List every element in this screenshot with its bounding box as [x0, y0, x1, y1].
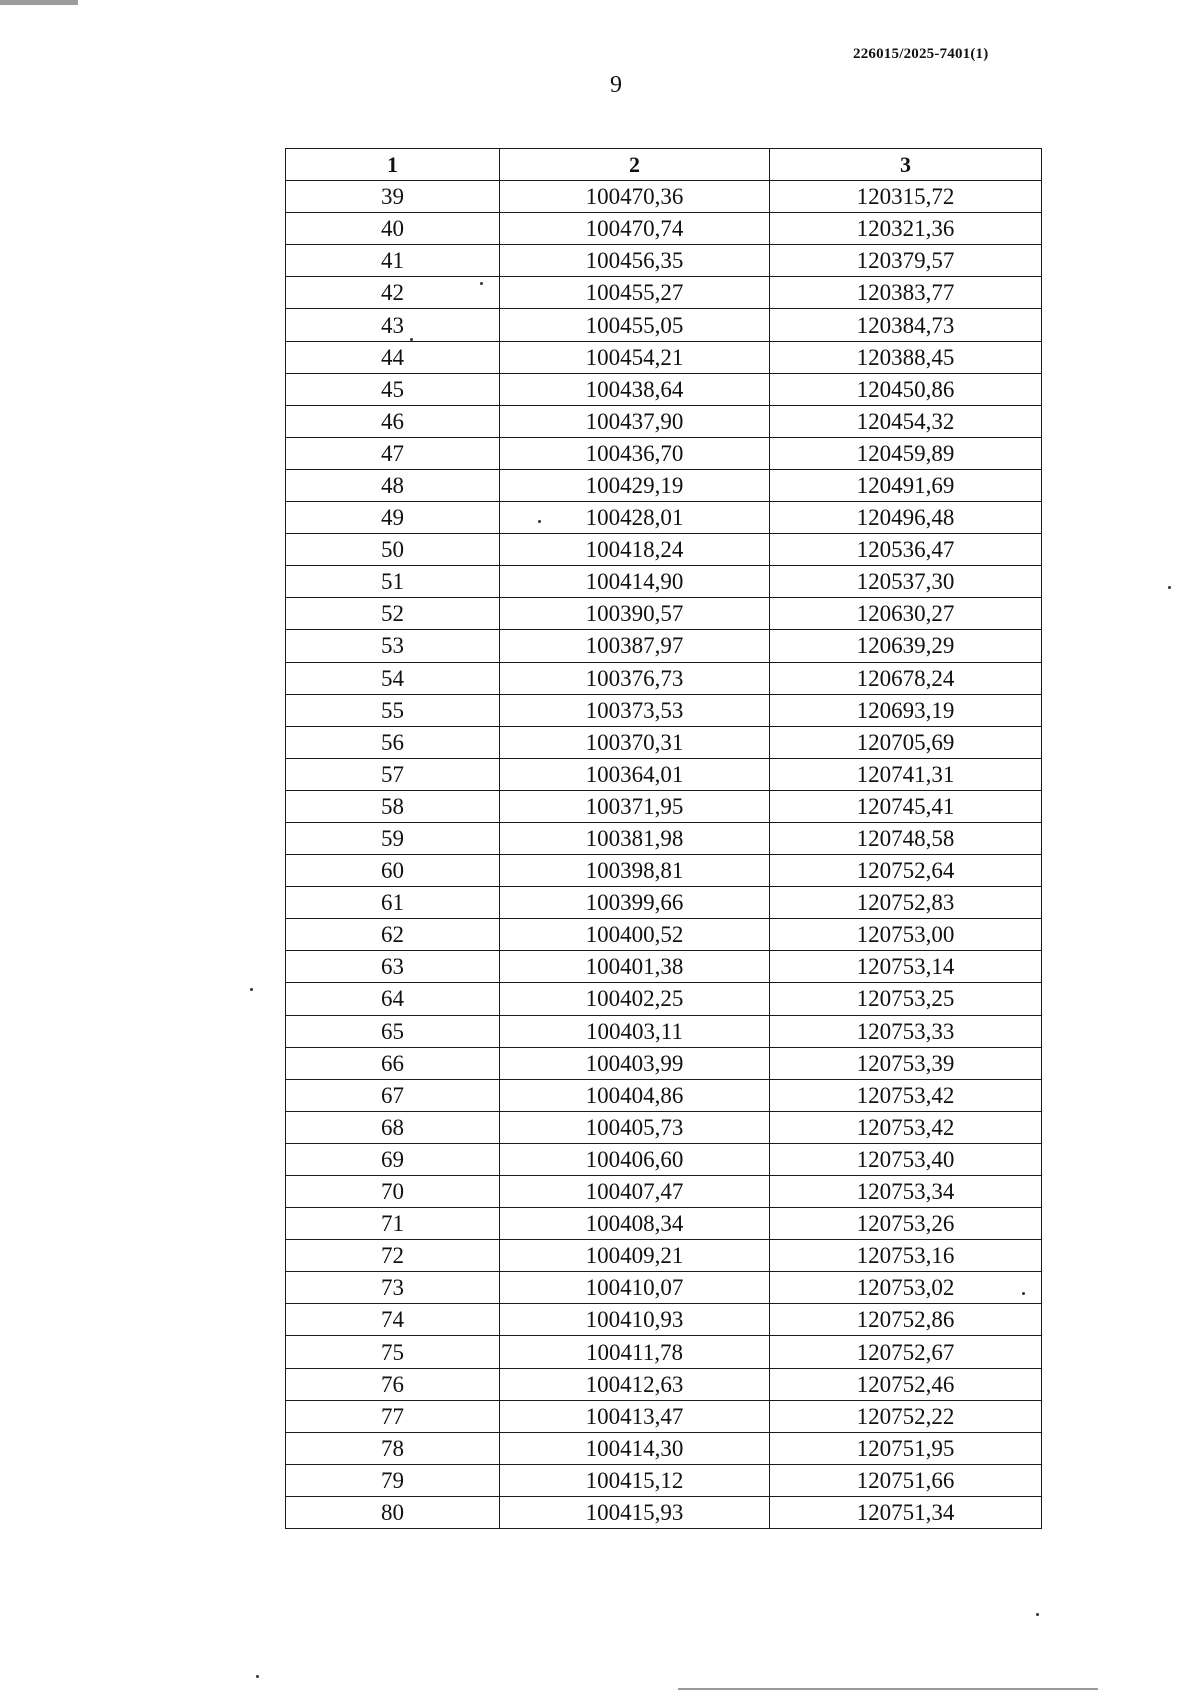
x-coordinate-cell: 100408,34 — [500, 1208, 770, 1240]
y-coordinate-cell: 120383,77 — [770, 277, 1042, 309]
point-number-cell: 44 — [286, 341, 500, 373]
x-coordinate-cell: 100409,21 — [500, 1240, 770, 1272]
table-row — [286, 1432, 1042, 1464]
point-number-cell: 41 — [286, 245, 500, 277]
table-row — [286, 534, 1042, 566]
y-coordinate-cell: 120459,89 — [770, 437, 1042, 469]
table-row — [286, 277, 1042, 309]
point-number-cell: 78 — [286, 1432, 500, 1464]
table-row — [286, 1047, 1042, 1079]
x-coordinate-cell: 100428,01 — [500, 502, 770, 534]
y-coordinate-cell: 120454,32 — [770, 405, 1042, 437]
table-row — [286, 758, 1042, 790]
x-coordinate-cell: 100370,31 — [500, 726, 770, 758]
point-number-cell: 68 — [286, 1111, 500, 1143]
y-coordinate-cell: 120630,27 — [770, 598, 1042, 630]
scan-speck — [1022, 1292, 1025, 1295]
y-coordinate-cell: 120705,69 — [770, 726, 1042, 758]
x-coordinate-cell: 100456,35 — [500, 245, 770, 277]
x-coordinate-cell: 100387,97 — [500, 630, 770, 662]
point-number-cell: 53 — [286, 630, 500, 662]
column-header: 1 — [286, 149, 500, 181]
point-number-cell: 75 — [286, 1336, 500, 1368]
table-row — [286, 437, 1042, 469]
y-coordinate-cell: 120753,14 — [770, 951, 1042, 983]
table-row — [286, 919, 1042, 951]
x-coordinate-cell: 100405,73 — [500, 1111, 770, 1143]
x-coordinate-cell: 100399,66 — [500, 887, 770, 919]
table-row — [286, 1304, 1042, 1336]
x-coordinate-cell: 100470,74 — [500, 213, 770, 245]
y-coordinate-cell: 120639,29 — [770, 630, 1042, 662]
point-number-cell: 63 — [286, 951, 500, 983]
y-coordinate-cell: 120748,58 — [770, 822, 1042, 854]
table-row — [286, 341, 1042, 373]
x-coordinate-cell: 100401,38 — [500, 951, 770, 983]
y-coordinate-cell: 120384,73 — [770, 309, 1042, 341]
point-number-cell: 47 — [286, 437, 500, 469]
y-coordinate-cell: 120753,25 — [770, 983, 1042, 1015]
y-coordinate-cell: 120752,83 — [770, 887, 1042, 919]
y-coordinate-cell: 120751,34 — [770, 1496, 1042, 1528]
table-row — [286, 1272, 1042, 1304]
point-number-cell: 71 — [286, 1208, 500, 1240]
table-row — [286, 181, 1042, 213]
x-coordinate-cell: 100364,01 — [500, 758, 770, 790]
x-coordinate-cell: 100398,81 — [500, 855, 770, 887]
point-number-cell: 59 — [286, 822, 500, 854]
point-number-cell: 70 — [286, 1176, 500, 1208]
point-number-cell: 52 — [286, 598, 500, 630]
point-number-cell: 54 — [286, 662, 500, 694]
x-coordinate-cell: 100412,63 — [500, 1368, 770, 1400]
x-coordinate-cell: 100418,24 — [500, 534, 770, 566]
point-number-cell: 73 — [286, 1272, 500, 1304]
point-number-cell: 55 — [286, 694, 500, 726]
x-coordinate-cell: 100381,98 — [500, 822, 770, 854]
x-coordinate-cell: 100470,36 — [500, 181, 770, 213]
y-coordinate-cell: 120752,22 — [770, 1400, 1042, 1432]
x-coordinate-cell: 100407,47 — [500, 1176, 770, 1208]
scan-speck — [480, 282, 483, 285]
y-coordinate-cell: 120536,47 — [770, 534, 1042, 566]
table-row — [286, 790, 1042, 822]
point-number-cell: 62 — [286, 919, 500, 951]
x-coordinate-cell: 100436,70 — [500, 437, 770, 469]
y-coordinate-cell: 120678,24 — [770, 662, 1042, 694]
x-coordinate-cell: 100438,64 — [500, 373, 770, 405]
y-coordinate-cell: 120753,42 — [770, 1111, 1042, 1143]
table-row — [286, 694, 1042, 726]
y-coordinate-cell: 120745,41 — [770, 790, 1042, 822]
y-coordinate-cell: 120752,86 — [770, 1304, 1042, 1336]
scan-edge-mark — [0, 0, 78, 5]
scan-speck — [410, 338, 413, 341]
x-coordinate-cell: 100376,73 — [500, 662, 770, 694]
point-number-cell: 58 — [286, 790, 500, 822]
scan-speck — [250, 988, 253, 991]
point-number-cell: 64 — [286, 983, 500, 1015]
y-coordinate-cell: 120753,26 — [770, 1208, 1042, 1240]
table-row — [286, 1464, 1042, 1496]
y-coordinate-cell: 120321,36 — [770, 213, 1042, 245]
footer-rule — [678, 1688, 1098, 1690]
point-number-cell: 74 — [286, 1304, 500, 1336]
table-row — [286, 1336, 1042, 1368]
point-number-cell: 40 — [286, 213, 500, 245]
point-number-cell: 46 — [286, 405, 500, 437]
table-row — [286, 1208, 1042, 1240]
x-coordinate-cell: 100404,86 — [500, 1079, 770, 1111]
y-coordinate-cell: 120379,57 — [770, 245, 1042, 277]
x-coordinate-cell: 100410,07 — [500, 1272, 770, 1304]
table-row — [286, 983, 1042, 1015]
point-number-cell: 76 — [286, 1368, 500, 1400]
table-row — [286, 213, 1042, 245]
scan-speck — [538, 520, 541, 523]
table-row — [286, 855, 1042, 887]
x-coordinate-cell: 100371,95 — [500, 790, 770, 822]
point-number-cell: 49 — [286, 502, 500, 534]
table-row — [286, 662, 1042, 694]
table-row — [286, 887, 1042, 919]
point-number-cell: 45 — [286, 373, 500, 405]
x-coordinate-cell: 100455,05 — [500, 309, 770, 341]
table-row — [286, 1143, 1042, 1175]
table-row — [286, 1368, 1042, 1400]
table-row — [286, 469, 1042, 501]
y-coordinate-cell: 120753,33 — [770, 1015, 1042, 1047]
x-coordinate-cell: 100406,60 — [500, 1143, 770, 1175]
point-number-cell: 56 — [286, 726, 500, 758]
x-coordinate-cell: 100455,27 — [500, 277, 770, 309]
x-coordinate-cell: 100413,47 — [500, 1400, 770, 1432]
x-coordinate-cell: 100403,11 — [500, 1015, 770, 1047]
table-row — [286, 726, 1042, 758]
table-row — [286, 405, 1042, 437]
y-coordinate-cell: 120753,02 — [770, 1272, 1042, 1304]
coordinates-table — [285, 148, 1042, 1529]
table-row — [286, 373, 1042, 405]
scan-speck — [256, 1675, 259, 1678]
x-coordinate-cell: 100414,30 — [500, 1432, 770, 1464]
point-number-cell: 39 — [286, 181, 500, 213]
x-coordinate-cell: 100414,90 — [500, 566, 770, 598]
x-coordinate-cell: 100410,93 — [500, 1304, 770, 1336]
x-coordinate-cell: 100402,25 — [500, 983, 770, 1015]
table-row — [286, 566, 1042, 598]
point-number-cell: 69 — [286, 1143, 500, 1175]
y-coordinate-cell: 120496,48 — [770, 502, 1042, 534]
table-row — [286, 1496, 1042, 1528]
table-row — [286, 1079, 1042, 1111]
table-row — [286, 1176, 1042, 1208]
x-coordinate-cell: 100429,19 — [500, 469, 770, 501]
y-coordinate-cell: 120753,40 — [770, 1143, 1042, 1175]
x-coordinate-cell: 100454,21 — [500, 341, 770, 373]
y-coordinate-cell: 120693,19 — [770, 694, 1042, 726]
y-coordinate-cell: 120450,86 — [770, 373, 1042, 405]
y-coordinate-cell: 120751,66 — [770, 1464, 1042, 1496]
point-number-cell: 65 — [286, 1015, 500, 1047]
y-coordinate-cell: 120537,30 — [770, 566, 1042, 598]
y-coordinate-cell: 120751,95 — [770, 1432, 1042, 1464]
x-coordinate-cell: 100400,52 — [500, 919, 770, 951]
table-row — [286, 245, 1042, 277]
point-number-cell: 61 — [286, 887, 500, 919]
point-number-cell: 51 — [286, 566, 500, 598]
point-number-cell: 77 — [286, 1400, 500, 1432]
page-number: 9 — [610, 72, 622, 98]
x-coordinate-cell: 100373,53 — [500, 694, 770, 726]
point-number-cell: 80 — [286, 1496, 500, 1528]
y-coordinate-cell: 120741,31 — [770, 758, 1042, 790]
point-number-cell: 67 — [286, 1079, 500, 1111]
y-coordinate-cell: 120752,64 — [770, 855, 1042, 887]
point-number-cell: 50 — [286, 534, 500, 566]
x-coordinate-cell: 100390,57 — [500, 598, 770, 630]
table-row — [286, 502, 1042, 534]
table-row — [286, 309, 1042, 341]
y-coordinate-cell: 120315,72 — [770, 181, 1042, 213]
scan-speck — [1036, 1613, 1039, 1616]
y-coordinate-cell: 120752,46 — [770, 1368, 1042, 1400]
table-row — [286, 598, 1042, 630]
table-header-row — [286, 149, 1042, 181]
y-coordinate-cell: 120753,00 — [770, 919, 1042, 951]
point-number-cell: 48 — [286, 469, 500, 501]
y-coordinate-cell: 120752,67 — [770, 1336, 1042, 1368]
document-reference: 226015/2025-7401(1) — [853, 46, 989, 62]
point-number-cell: 66 — [286, 1047, 500, 1079]
table-row — [286, 822, 1042, 854]
x-coordinate-cell: 100403,99 — [500, 1047, 770, 1079]
x-coordinate-cell: 100437,90 — [500, 405, 770, 437]
table-row — [286, 1111, 1042, 1143]
y-coordinate-cell: 120753,42 — [770, 1079, 1042, 1111]
point-number-cell: 79 — [286, 1464, 500, 1496]
x-coordinate-cell: 100411,78 — [500, 1336, 770, 1368]
table-row — [286, 1240, 1042, 1272]
y-coordinate-cell: 120491,69 — [770, 469, 1042, 501]
y-coordinate-cell: 120753,39 — [770, 1047, 1042, 1079]
point-number-cell: 60 — [286, 855, 500, 887]
y-coordinate-cell: 120753,16 — [770, 1240, 1042, 1272]
point-number-cell: 43 — [286, 309, 500, 341]
table-row — [286, 630, 1042, 662]
scan-speck — [1168, 586, 1171, 589]
point-number-cell: 72 — [286, 1240, 500, 1272]
table-row — [286, 1400, 1042, 1432]
x-coordinate-cell: 100415,93 — [500, 1496, 770, 1528]
x-coordinate-cell: 100415,12 — [500, 1464, 770, 1496]
column-header: 2 — [500, 149, 770, 181]
table-row — [286, 951, 1042, 983]
point-number-cell: 57 — [286, 758, 500, 790]
y-coordinate-cell: 120388,45 — [770, 341, 1042, 373]
column-header: 3 — [770, 149, 1042, 181]
point-number-cell: 42 — [286, 277, 500, 309]
y-coordinate-cell: 120753,34 — [770, 1176, 1042, 1208]
table-row — [286, 1015, 1042, 1047]
table-body — [286, 181, 1042, 1529]
